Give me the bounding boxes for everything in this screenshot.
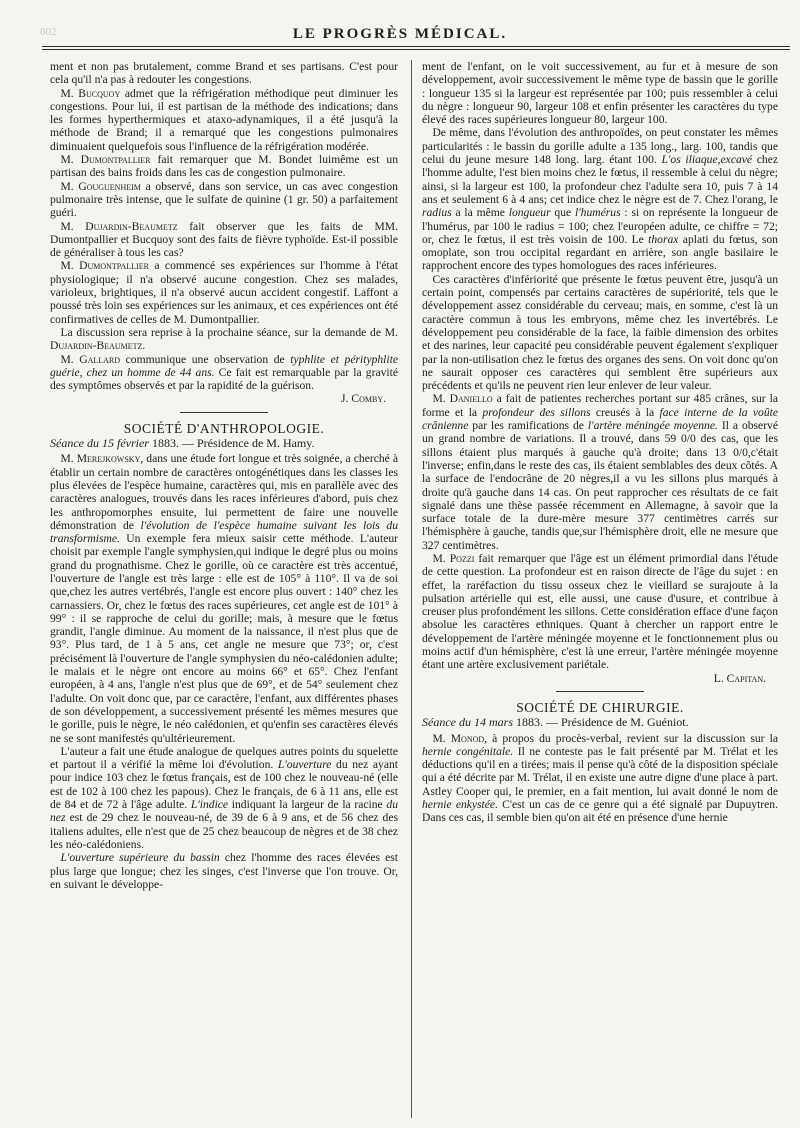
paragraph-text: La discussion sera reprise à la prochaine séance, sur la demande de [60,325,385,339]
paragraph-text: C'est un cas de ce genre qui a été signalé par Dupuytren. Dans ces cas, il semble bien qu'on ait été en présence d'une hernie [422,798,778,825]
session-line [422,716,778,729]
paragraph-text: communique une observation de [120,352,291,366]
italic-text: longueur [508,206,551,220]
section-title: SOCIÉTÉ D'ANTHROPOLOGIE. [123,420,325,436]
paragraph-text: est de 29 chez le nouveau-né, de 39 de 6 à 9 ans, et de 56 chez des italiens adultes, elle n'est que de 25 chez beaucoup de nègres et de 38 chez les néo-calédoniens. [50,811,398,851]
paragraph-text: a la même [451,206,509,220]
paragraph-text: a observé, dans son service, un cas avec congestion pulmonaire très intense, que le sulfate de quinine (1 gr. 50) a parfaitement guéri. [50,179,398,220]
paragraph-text: Il a observé un grand nombre de variations. Il a trouvé, dans 59 0/0 des cas, que les sillons étaient plus marqués à gauche qu'à droite; dans 13 0/0,c'était l'inverse; enfin,dans le reste des cas, ils étaient semblables des deux côtés. A la surface de l'endocrâne de 20 nègres,il a vu les sillons plus marqués à droite qu'à gauche dans 14 cas. On peut rapprocher ces résultats de ce fait signalé dans une thèse passée récemment en Allemagne, à savoir que la surface totale de la dure-mère mesure 377 centimètres carrés sur l'hémisphère à gauche, tandis que,sur l'hémisphère droit, elle ne mesure que 327 centimètres. [422,419,778,552]
paragraph [422,392,778,552]
speaker-name: M. Pozzi [432,551,475,565]
signature: L. Capitan. [713,671,766,685]
paragraph-text: L'auteur a fait une étude analogue de quelques autres points du squelette et partout il a vérifié la même loi d'évolution. [50,744,398,772]
speaker-name: M. Dumontpallier [60,259,149,273]
header-rule-top [42,46,790,47]
running-header: LE PROGRÈS MÉDICAL. [292,26,508,42]
paragraph-text: Un exemple fera mieux saisir cette méthode. L'auteur choisit par exemple l'angle symphysien,qui indique le degré plus ou moins grand du prognathisme. Chez le gorille, où ce caractère est très accentué, l'ouverture de l'angle est très large : elle est de 105° à 110°. Il va de soi que,chez les autres vertébrés, l'angle est encore plus ouvert : 140° chez les carnassiers. Or, chez le fœtus des races supérieures, cet angle est de 101° à 99° : il se rapproche de celui du gorille; mais, à mesure que le fœtus grandit, l'angle diminue. Au moment de la naissance, il n'est plus que de 93°. Plus tard, de 1 à 5 ans, cet angle ne mesure que 73°; or, c'est précisément là l'ouverture de l'angle symphysien du néo-calédonien adulte; le malais et le nègre ont encore au moins 66° et 65°. Chez l'enfant européen, à 4 ans, l'angle n'est plus que de 69°, et de 54° seulement chez l'adulte. On voit donc que, par ce caractère, l'enfant, aux différentes phases de son développement, a successivement présenté les mêmes mesures que le gorille, puis le nègre, le néo calédonien, et qu'enfin ses caractères élevés ne se sont manifestés qu'ultérieurement. [50,532,399,745]
column-divider [411,60,412,1118]
paragraph-text: fait observer que les faits de MM. Dumontpallier et Bucquoy sont des faits de fièvre typhoïde. Est-il possible de généraliser à tous les cas? [50,219,398,260]
paragraph-text: admet que la réfrigération méthodique peut diminuer les congestions. Pour lui, il est partisan de la méthode des indications; dans les formes hyperthermiques et ataxo-adynamiques, il a été jusqu'à la méthode de Brand; il a remarqué que les congestions pulmonaires diminuaient quelquefois sous l'influence de la réfrigération modérée. [50,86,399,153]
paragraph [50,326,398,353]
italic-text: du nez [50,798,398,825]
paragraph-text: , à propos du procès-verbal, revient sur la discussion sur la [484,731,778,745]
paragraph [422,732,778,825]
signature: J. Comby. [341,392,386,406]
paragraph-text: du nez ayant pour indice 103 chez le fœtus français, est de 100 chez le nouveau-né (elle est de 102 à 100 chez les papous). Chez le français, de 6 à 11 ans, elle est de 84 et de 72 à l'âge adulte. [50,758,398,812]
paragraph: ment de l'enfant, on le voit successivement, au fur et à mesure de son développement, avoir successivement le même type de bassin que le gorille : longueur 135 si la largeur est représentée par 100; puis ressembler à celui du nègre : longueur 90, largeur 108 et enfin présenter les caractères du type élevé des races supérieures longueur 80, largeur 100. [422,60,778,127]
paragraph [50,851,398,891]
session-presidency: 1883. — Présidence de M. Guéniot. [512,715,689,730]
italic-text: radius [422,206,452,220]
italic-text: l'humérus [574,206,621,220]
session-date: Séance du 15 février [50,436,149,451]
section-divider [180,412,268,413]
speaker-name: M. Dumontpallier [60,153,151,167]
paragraph [50,745,398,851]
italic-text: hernie congénitale. [422,744,514,758]
italic-text: l'artère méningée moyenne. [587,419,718,433]
paragraph [50,353,398,393]
speaker-name: M. Dujardin-Beaumetz [60,219,178,233]
italic-text: L'os iliaque,excavé [661,153,753,167]
paragraph-text: . [142,339,146,353]
paragraph-text: creusés à la [590,405,660,419]
page-number: 602 [40,26,57,38]
paragraph: Ces caractères d'infériorité que présente le fœtus peuvent être, jusqu'à un certain point, compensés par certains caractères de supériorité, tels que le développement assez considérable du cerveau; mais, en somme, c'est là un caractère commun à tous les embryons, même chez les invertébrés. Le développement peu considérable de la face, la faible dimension des orbites et des narines, leur capacité peu considérable peuvent également s'expliquer par la non-utilisation chez le fœtus des organes des sens. On voit donc qu'on ne saurait opposer ces caractères qui semblent être supérieurs aux précédents et qu'ils ne peuvent rien leur enlever de leur valeur. [422,272,778,393]
header-rule-bottom [42,49,790,50]
session-line [50,437,398,450]
paragraph-text: Ce fait est remarquable par la gravité des symptômes observés et par la rapidité de la guérison. [50,365,398,393]
right-column [422,60,778,825]
speaker-name: M. Monod [432,731,485,745]
italic-text: l'évolution de l'espèce humaine suivant les lois du transformisme. [50,518,398,546]
paragraph-text: chez l'homme adulte, l'est bien moins chez le fœtus, il ressemble à celui du nègre; ainsi, si la largeur est 100, la profondeur chez l'adulte sera 10, puis 7 à 14 ans et seulement 6 à 4 ans; cet indice chez le nègre est de 7. Chez l'orang, le [422,153,779,206]
italic-text: L'indice [190,798,229,812]
paragraph-text: fait remarquer que M. Bondet luimême est un partisan des bains froids dans les cas de congestion pulmonaire. [50,153,398,180]
paragraph [422,126,778,272]
italic-text: hernie enkystée. [422,798,498,812]
section-divider [556,691,644,692]
left-column [50,60,398,891]
paragraph [50,220,398,260]
section-title: SOCIÉTÉ DE CHIRURGIE. [516,699,684,715]
speaker-name: M. Daniello [432,392,493,406]
paragraph [50,153,398,180]
paragraph [50,87,398,153]
italic-text: thorax [648,232,679,246]
paragraph: ment et non pas brutalement, comme Brand et ses partisans. C'est pour cela qu'il n'a pas à redouter les congestions. [50,60,398,87]
italic-text: L'ouverture supérieure du bassin [60,851,220,865]
paragraph-text: Il ne conteste pas le fait présenté par M. Trélat et les déductions qu'il en a tirées; mais il pense qu'à côté de la disposition spéciale qui a été décrite par M. Trélat, il en existe une autre digne d'une place à part. Astley Cooper qui, le premier, en a fait mention, lui avait donné le nom de [422,744,778,798]
speaker-name: M. Bucquoy [60,86,121,100]
italic-text: face interne de la voûte crânienne [422,405,779,433]
italic-text: profondeur des sillons [482,405,591,419]
paragraph-text: , dans une étude fort longue et très soignée, a cherché à établir un certain nombre de caractères ontogénétiques dans les classes les plus élevées de l'espèce humaine, caractères qui, mis en parallèle avec des caractères analogues, trouvés dans les races inférieures d'abord, puis chez les anthropomorphes ensuite, lui permettent de faire une nouvelle démonstration de [50,452,398,532]
paragraph-text: par les ramifications de [468,419,588,433]
speaker-name: M. Merejkowsky [60,452,141,466]
paragraph-text: chez l'homme des races élevées est plus large que longue; chez les singes, c'est l'inverse que l'on trouve. Or, en suivant le développe- [50,851,398,891]
speaker-name: M. Gallard [60,352,121,366]
paragraph-text: que [550,206,575,220]
paragraph [422,552,778,672]
session-date: Séance du 14 mars [422,715,513,730]
paragraph-text: : si on représente la longueur de l'humérus, par 100 le radius = 100; chez l'européen adulte, ce chiffre = 72; or, chez le fœtus, il est très voisin de 100. Le [422,206,779,246]
speaker-name: M. Dujardin-Beaumetz [50,325,398,353]
paragraph-text: a fait de patientes recherches portant sur 485 crânes, sur la forme et la [422,392,778,419]
speaker-name: M. Gouguenheim [60,179,141,193]
paragraph-text: indiquant la largeur de la racine [228,798,387,812]
italic-text: L'ouverture [277,758,332,772]
paragraph-text: De même, dans l'évolution des anthropoïdes, on peut constater les mêmes particularités : le bassin du gorille adulte a 135 long., larg. 100, tandis que celui du jeune mesure 148 long. larg. étant 100. [422,126,778,167]
paragraph [50,452,398,745]
paragraph-text: aplati du fœtus, son omoplate, son trou occipital regardant en arrière, son angle basilaire le rapprochent encore des types homologues des races inférieures. [422,232,778,273]
paragraph [50,259,398,325]
paragraph-text: fait remarquer que l'âge est un élément primordial dans l'étude de cette question. La profondeur est en raison directe de l'âge du sujet : en effet, la raréfaction du tissu osseux chez le vieillard se surajoute à la pulsation artérielle qui est, elle aussi, une cause d'usure, et contribue à creuser plus profondément les sillons. Cette considération efface d'une façon absolue les caractères ethniques. Quant à chercher un rapport entre le développement de l'artère méningée moyenne et le fonctionnement plus ou moins actif d'un hémisphère, c'est là une erreur, l'artère méningée moyenne étant une artère exclusivement pariétale. [422,551,778,672]
session-presidency: 1883. — Présidence de M. Hamy. [148,436,315,451]
paragraph [50,180,398,220]
italic-text: typhlite et pérityphlite guérie, chez un homme de 44 ans. [50,352,398,379]
paragraph-text: a commencé ses expériences sur l'homme à l'état physiologique; il n'a observé aucune congestion. Chez ses malades, varioleux, brightiques, il n'a observé aucun accident congestif. Laffont a poussé très loin ses expériences sur les animaux, et ces expériences ont été confirmatives de celles de M. Dumontpallier. [50,259,399,326]
